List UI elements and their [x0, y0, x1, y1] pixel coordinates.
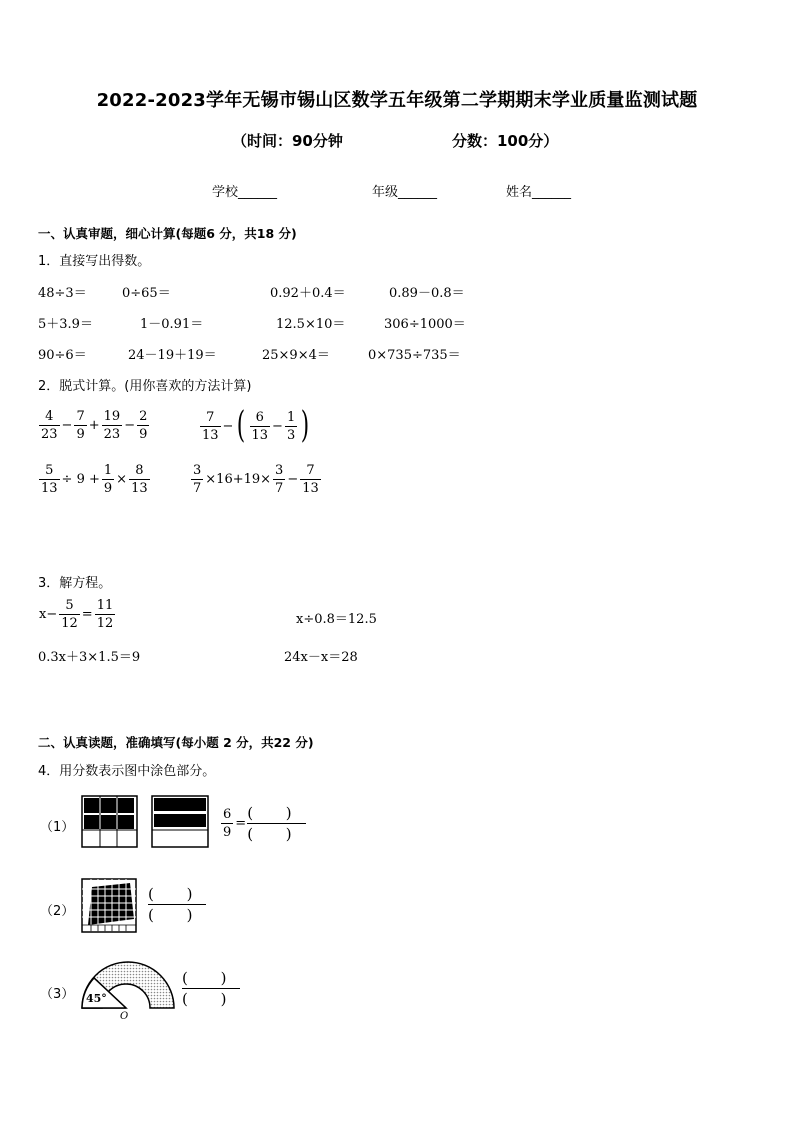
- calc-item: 48÷3＝: [38, 286, 87, 301]
- answer-blank[interactable]: ( ) ( ): [247, 804, 306, 843]
- calc-item: 0×735÷735＝: [368, 348, 461, 363]
- equation-2: x÷0.8＝12.5: [296, 612, 377, 627]
- grade-field: 年级______: [372, 185, 438, 200]
- calc-item: 90÷6＝: [38, 348, 87, 363]
- school-field: 学校______: [212, 185, 278, 200]
- equation-4: 24x－x＝28: [284, 650, 358, 665]
- question-4-label: 4．用分数表示图中涂色部分。: [38, 764, 216, 779]
- item-2-fraction: [148, 884, 206, 925]
- expression-1: $\frac{4}{23}$ − $\frac{7}{9}$ + $\frac{19}{23}$ − $\frac{2}{9}$: [41, 409, 148, 442]
- calc-item: 0.89－0.8＝: [389, 286, 465, 301]
- expression-2: $\frac{7}{13}$ − ( $\frac{6}{13}$ − $\frac{1}{3}$ ): [202, 405, 310, 446]
- answer-blank[interactable]: ( ) ( ): [182, 969, 241, 1008]
- expression-4: $\frac{3}{7}$ ×16+19× $\frac{3}{7}$ − $\frac{7}{13}$: [193, 463, 319, 496]
- point-o-label: O: [120, 1011, 129, 1020]
- calc-item: 1－0.91＝: [140, 317, 204, 332]
- equation-1: x− $\frac{5}{12}$ = $\frac{11}{12}$: [39, 598, 114, 631]
- calc-item: 25×9×4＝: [262, 348, 330, 363]
- calc-item: 0.92＋0.4＝: [270, 286, 346, 301]
- item-1-fraction: $\frac{6}{9}$ = ( ) ( ): [223, 804, 306, 843]
- angle-label: 45°: [86, 992, 107, 1005]
- item-2-number: （2）: [40, 904, 75, 919]
- name-field: 姓名______: [506, 185, 572, 200]
- calc-item: 306÷1000＝: [384, 317, 466, 332]
- item-3-number: （3）: [40, 987, 75, 1002]
- calc-item: 24－19＋19＝: [128, 348, 217, 363]
- question-3-label: 3．解方程。: [38, 576, 112, 591]
- calc-item: 12.5×10＝: [276, 317, 346, 332]
- page-title: 2022-2023学年无锡市锡山区数学五年级第二学期期末学业质量监测试题: [96, 90, 698, 111]
- semicircle-figure: [78, 958, 178, 1020]
- expression-3: $\frac{5}{13}$ ÷ 9 + $\frac{1}{9}$ × $\frac{8}{13}$: [41, 463, 148, 496]
- item-1-number: （1）: [40, 820, 75, 835]
- item-3-fraction: [182, 968, 240, 1009]
- section-1-heading: 一、认真审题，细心计算(每题6 分，共18 分): [38, 226, 297, 241]
- equation-3: 0.3x＋3×1.5＝9: [38, 650, 141, 665]
- answer-blank[interactable]: ( ) ( ): [148, 885, 207, 924]
- bar-figure-1: [150, 794, 210, 850]
- question-2-label: 2．脱式计算。(用你喜欢的方法计算): [38, 379, 252, 394]
- time-label: （时间：90分钟: [232, 132, 343, 150]
- score-label: 分数：100分）: [452, 132, 559, 150]
- calc-item: 0÷65＝: [122, 286, 171, 301]
- grid-figure-2: [80, 877, 140, 935]
- grid-figure-1: [80, 794, 140, 850]
- calc-item: 5＋3.9＝: [38, 317, 93, 332]
- question-1-label: 1．直接写出得数。: [38, 254, 151, 269]
- section-2-heading: 二、认真读题，准确填写(每小题 2 分，共22 分): [38, 735, 314, 750]
